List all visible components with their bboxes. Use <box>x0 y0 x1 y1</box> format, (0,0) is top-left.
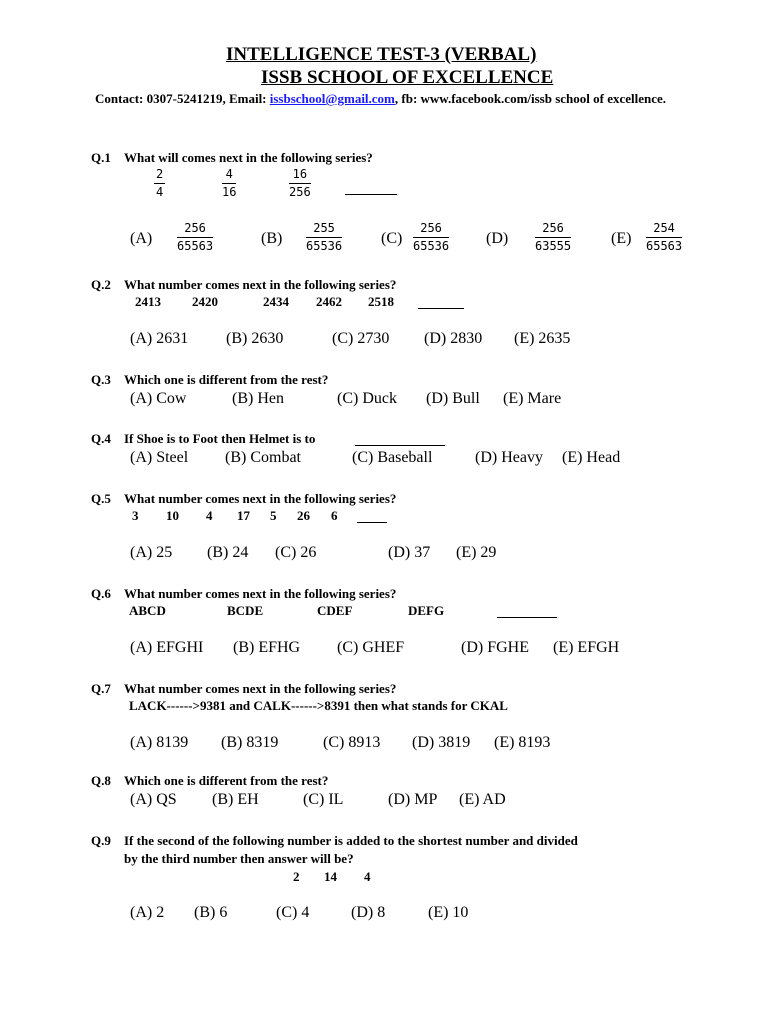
page-title: INTELLIGENCE TEST-3 (VERBAL) <box>226 44 537 65</box>
question-text: What number comes next in the following series? <box>124 277 397 292</box>
answer-blank <box>345 194 397 195</box>
series-fraction: $\frac{4}{16}$ <box>222 167 237 199</box>
series-item: 4 <box>364 869 371 884</box>
contact-line <box>95 91 666 107</box>
option[interactable]: (D) Bull <box>426 390 480 407</box>
series-item: 3 <box>132 508 139 523</box>
option[interactable]: (A) EFGHI <box>130 639 204 656</box>
contact-suffix: , fb: www.facebook.com/issb school of excellence. <box>394 91 667 106</box>
question-number: Q.6 <box>91 586 111 601</box>
option-label: (C) <box>381 230 403 247</box>
question-number: Q.8 <box>91 773 111 788</box>
series-item: CDEF <box>317 603 353 618</box>
option[interactable]: (B) 6 <box>194 904 228 921</box>
option-label: (A) <box>130 230 153 247</box>
option[interactable]: (C) 4 <box>276 904 310 921</box>
option[interactable]: (B) 8319 <box>221 734 279 751</box>
series-item: 14 <box>324 869 337 884</box>
question-text: If the second of the following number is added to the shortest number and divided <box>124 833 578 848</box>
option[interactable]: (A) QS <box>130 791 177 808</box>
answer-blank <box>418 308 464 309</box>
option[interactable]: (D) 3819 <box>412 734 471 751</box>
page-subtitle: ISSB SCHOOL OF EXCELLENCE <box>261 67 554 88</box>
question-text: What number comes next in the following series? <box>124 586 397 601</box>
option[interactable]: (B) 24 <box>207 544 249 561</box>
series-item: 5 <box>270 508 277 523</box>
option[interactable]: (A) 8139 <box>130 734 189 751</box>
option[interactable]: (C) 8913 <box>323 734 381 751</box>
question-text: Which one is different from the rest? <box>124 773 329 788</box>
answer-blank <box>357 522 387 523</box>
question-text: What will comes next in the following series? <box>124 150 373 165</box>
option-fraction[interactable]: $\frac{256}{65536}$ <box>413 221 450 253</box>
option[interactable]: (C) Duck <box>337 390 397 407</box>
answer-blank <box>497 617 557 618</box>
series-item: 6 <box>331 508 338 523</box>
option[interactable]: (B) Hen <box>232 390 284 407</box>
question-number: Q.2 <box>91 277 111 292</box>
question-number: Q.7 <box>91 681 111 696</box>
option[interactable]: (B) Combat <box>225 449 301 466</box>
series-item: 2420 <box>192 294 218 309</box>
option[interactable]: (D) 8 <box>351 904 386 921</box>
question-number: Q.5 <box>91 491 111 506</box>
question-text: Which one is different from the rest? <box>124 372 329 387</box>
option[interactable]: (D) MP <box>388 791 438 808</box>
option[interactable]: (B) 2630 <box>226 330 284 347</box>
option[interactable]: (C) 26 <box>275 544 317 561</box>
option[interactable]: (E) Head <box>562 449 621 466</box>
series-item: 2462 <box>316 294 342 309</box>
option-fraction[interactable]: $\frac{256}{63555}$ <box>535 221 572 253</box>
option[interactable]: (C) Baseball <box>352 449 433 466</box>
question-number: Q.9 <box>91 833 111 848</box>
series-item: 26 <box>297 508 310 523</box>
contact-prefix: Contact: 0307-5241219, Email: <box>95 91 270 106</box>
option[interactable]: (A) Cow <box>130 390 187 407</box>
option[interactable]: (E) Mare <box>503 390 562 407</box>
option[interactable]: (C) GHEF <box>337 639 405 656</box>
series-item: 10 <box>166 508 179 523</box>
question-text: What number comes next in the following series? <box>124 491 397 506</box>
question-text: What number comes next in the following series? <box>124 681 397 696</box>
option[interactable]: (E) 2635 <box>514 330 571 347</box>
option[interactable]: (E) AD <box>459 791 506 808</box>
option-label: (B) <box>261 230 283 247</box>
option[interactable]: (D) 2830 <box>424 330 483 347</box>
option[interactable]: (A) 2 <box>130 904 165 921</box>
email-link[interactable]: issbschool@gmail.com <box>269 91 395 106</box>
option[interactable]: (E) EFGH <box>553 639 620 656</box>
series-item: 2413 <box>135 294 161 309</box>
option[interactable]: (A) 2631 <box>130 330 189 347</box>
option[interactable]: (A) 25 <box>130 544 173 561</box>
question-number: Q.4 <box>91 431 111 446</box>
question-number: Q.1 <box>91 150 111 165</box>
question-number: Q.3 <box>91 372 111 387</box>
series-fraction: $\frac{2}{4}$ <box>156 167 164 199</box>
question-subtext: LACK------>9381 and CALK------>8391 then what stands for CKAL <box>129 698 508 713</box>
option[interactable]: (C) 2730 <box>332 330 390 347</box>
option[interactable]: (C) IL <box>303 791 344 808</box>
option-fraction[interactable]: $\frac{254}{65563}$ <box>646 221 683 253</box>
option[interactable]: (B) EFHG <box>233 639 301 656</box>
option-fraction[interactable]: $\frac{255}{65536}$ <box>306 221 343 253</box>
series-item: 17 <box>237 508 250 523</box>
option[interactable]: (E) 29 <box>456 544 497 561</box>
option[interactable]: (E) 8193 <box>494 734 551 751</box>
question-text-continued: by the third number then answer will be? <box>124 851 354 866</box>
question-text: If Shoe is to Foot then Helmet is to <box>124 431 316 446</box>
option[interactable]: (D) FGHE <box>461 639 529 656</box>
series-item: 2518 <box>368 294 394 309</box>
series-item: ABCD <box>129 603 166 618</box>
option-label: (D) <box>486 230 509 247</box>
series-fraction: $\frac{16}{256}$ <box>289 167 311 199</box>
option-label: (E) <box>611 230 632 247</box>
series-item: DEFG <box>408 603 445 618</box>
option[interactable]: (B) EH <box>212 791 259 808</box>
series-item: 2434 <box>263 294 289 309</box>
answer-blank <box>355 445 445 446</box>
option[interactable]: (D) 37 <box>388 544 431 561</box>
option[interactable]: (E) 10 <box>428 904 469 921</box>
option-fraction[interactable]: $\frac{256}{65563}$ <box>177 221 214 253</box>
series-item: 2 <box>293 869 300 884</box>
series-item: 4 <box>206 508 213 523</box>
option[interactable]: (A) Steel <box>130 449 189 466</box>
option[interactable]: (D) Heavy <box>475 449 543 466</box>
series-item: BCDE <box>227 603 264 618</box>
